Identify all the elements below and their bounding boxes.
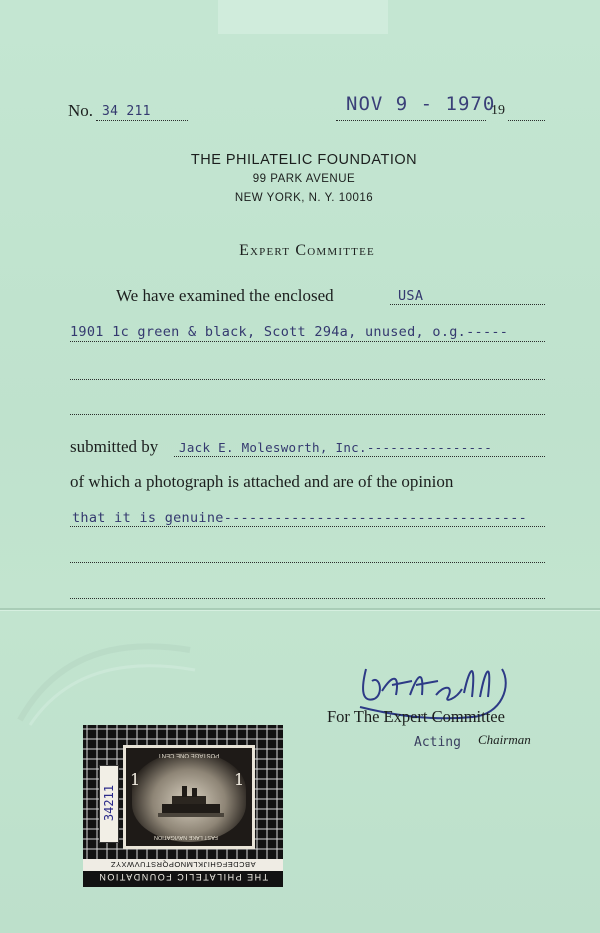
examined-dotline (390, 304, 545, 305)
for-committee-label: For The Expert Committee (327, 707, 505, 726)
blank-dotline-4 (70, 598, 545, 599)
number-stamp: 34211 (102, 784, 116, 822)
organization-address-street: 99 PARK AVENUE (252, 173, 356, 185)
year-prefix: 19 (491, 103, 505, 118)
committee-title: Expert Committee (239, 242, 375, 259)
number-dotline (96, 120, 188, 121)
number-stamp-box (99, 765, 119, 843)
blank-dotline-1 (70, 379, 545, 380)
opinion-text: that it is genuine------------------------------------ (72, 510, 528, 526)
embossed-seal (10, 620, 200, 730)
stamp-description: 1901 1c green & black, Scott 294a, unused, o.g.----- (70, 324, 509, 340)
stamp-image (123, 745, 255, 849)
description-dotline (70, 341, 545, 342)
submitted-label: submitted by (70, 437, 159, 456)
opinion-dotline (70, 526, 545, 527)
date-dotline (336, 120, 486, 121)
examined-country: USA (398, 288, 424, 304)
stamp-bottom-text: FAST LAKE NAVIGATION (154, 834, 218, 840)
paper-fold (0, 608, 600, 610)
organization-name: THE PHILATELIC FOUNDATION (190, 152, 418, 168)
denomination-right: 1 (234, 770, 245, 789)
alphabet-text: ABCDEFGHIJKLMNOPQRSTUVWXYZ (110, 860, 256, 869)
stamp-top-text: POSTAGE ONE CENT (158, 752, 220, 758)
photograph-sentence: of which a photograph is attached and are of the opinion (70, 472, 454, 491)
examined-label: We have examined the enclosed (116, 286, 334, 305)
certificate-number: 34 211 (102, 104, 151, 119)
blank-dotline-3 (70, 562, 545, 563)
organization-address-city: NEW YORK, N. Y. 10016 (234, 192, 374, 204)
steamship-icon (156, 784, 226, 820)
stamp-photograph (83, 725, 283, 887)
year-dotline (508, 120, 545, 121)
submitted-dotline (174, 456, 545, 457)
submitter-name: Jack E. Molesworth, Inc.---------------- (179, 440, 493, 455)
number-label: No. (68, 101, 94, 120)
blank-dotline-2 (70, 414, 545, 415)
acting-label: Acting (414, 735, 461, 750)
alphabet-bar (83, 859, 283, 871)
date-stamp: NOV 9 - 1970 (346, 93, 496, 115)
chairman-label: Chairman (478, 732, 531, 747)
denomination-left: 1 (130, 770, 141, 789)
photo-footer-text: THE PHILATELIC FOUNDATION (97, 872, 269, 882)
tape-strip (218, 0, 388, 34)
